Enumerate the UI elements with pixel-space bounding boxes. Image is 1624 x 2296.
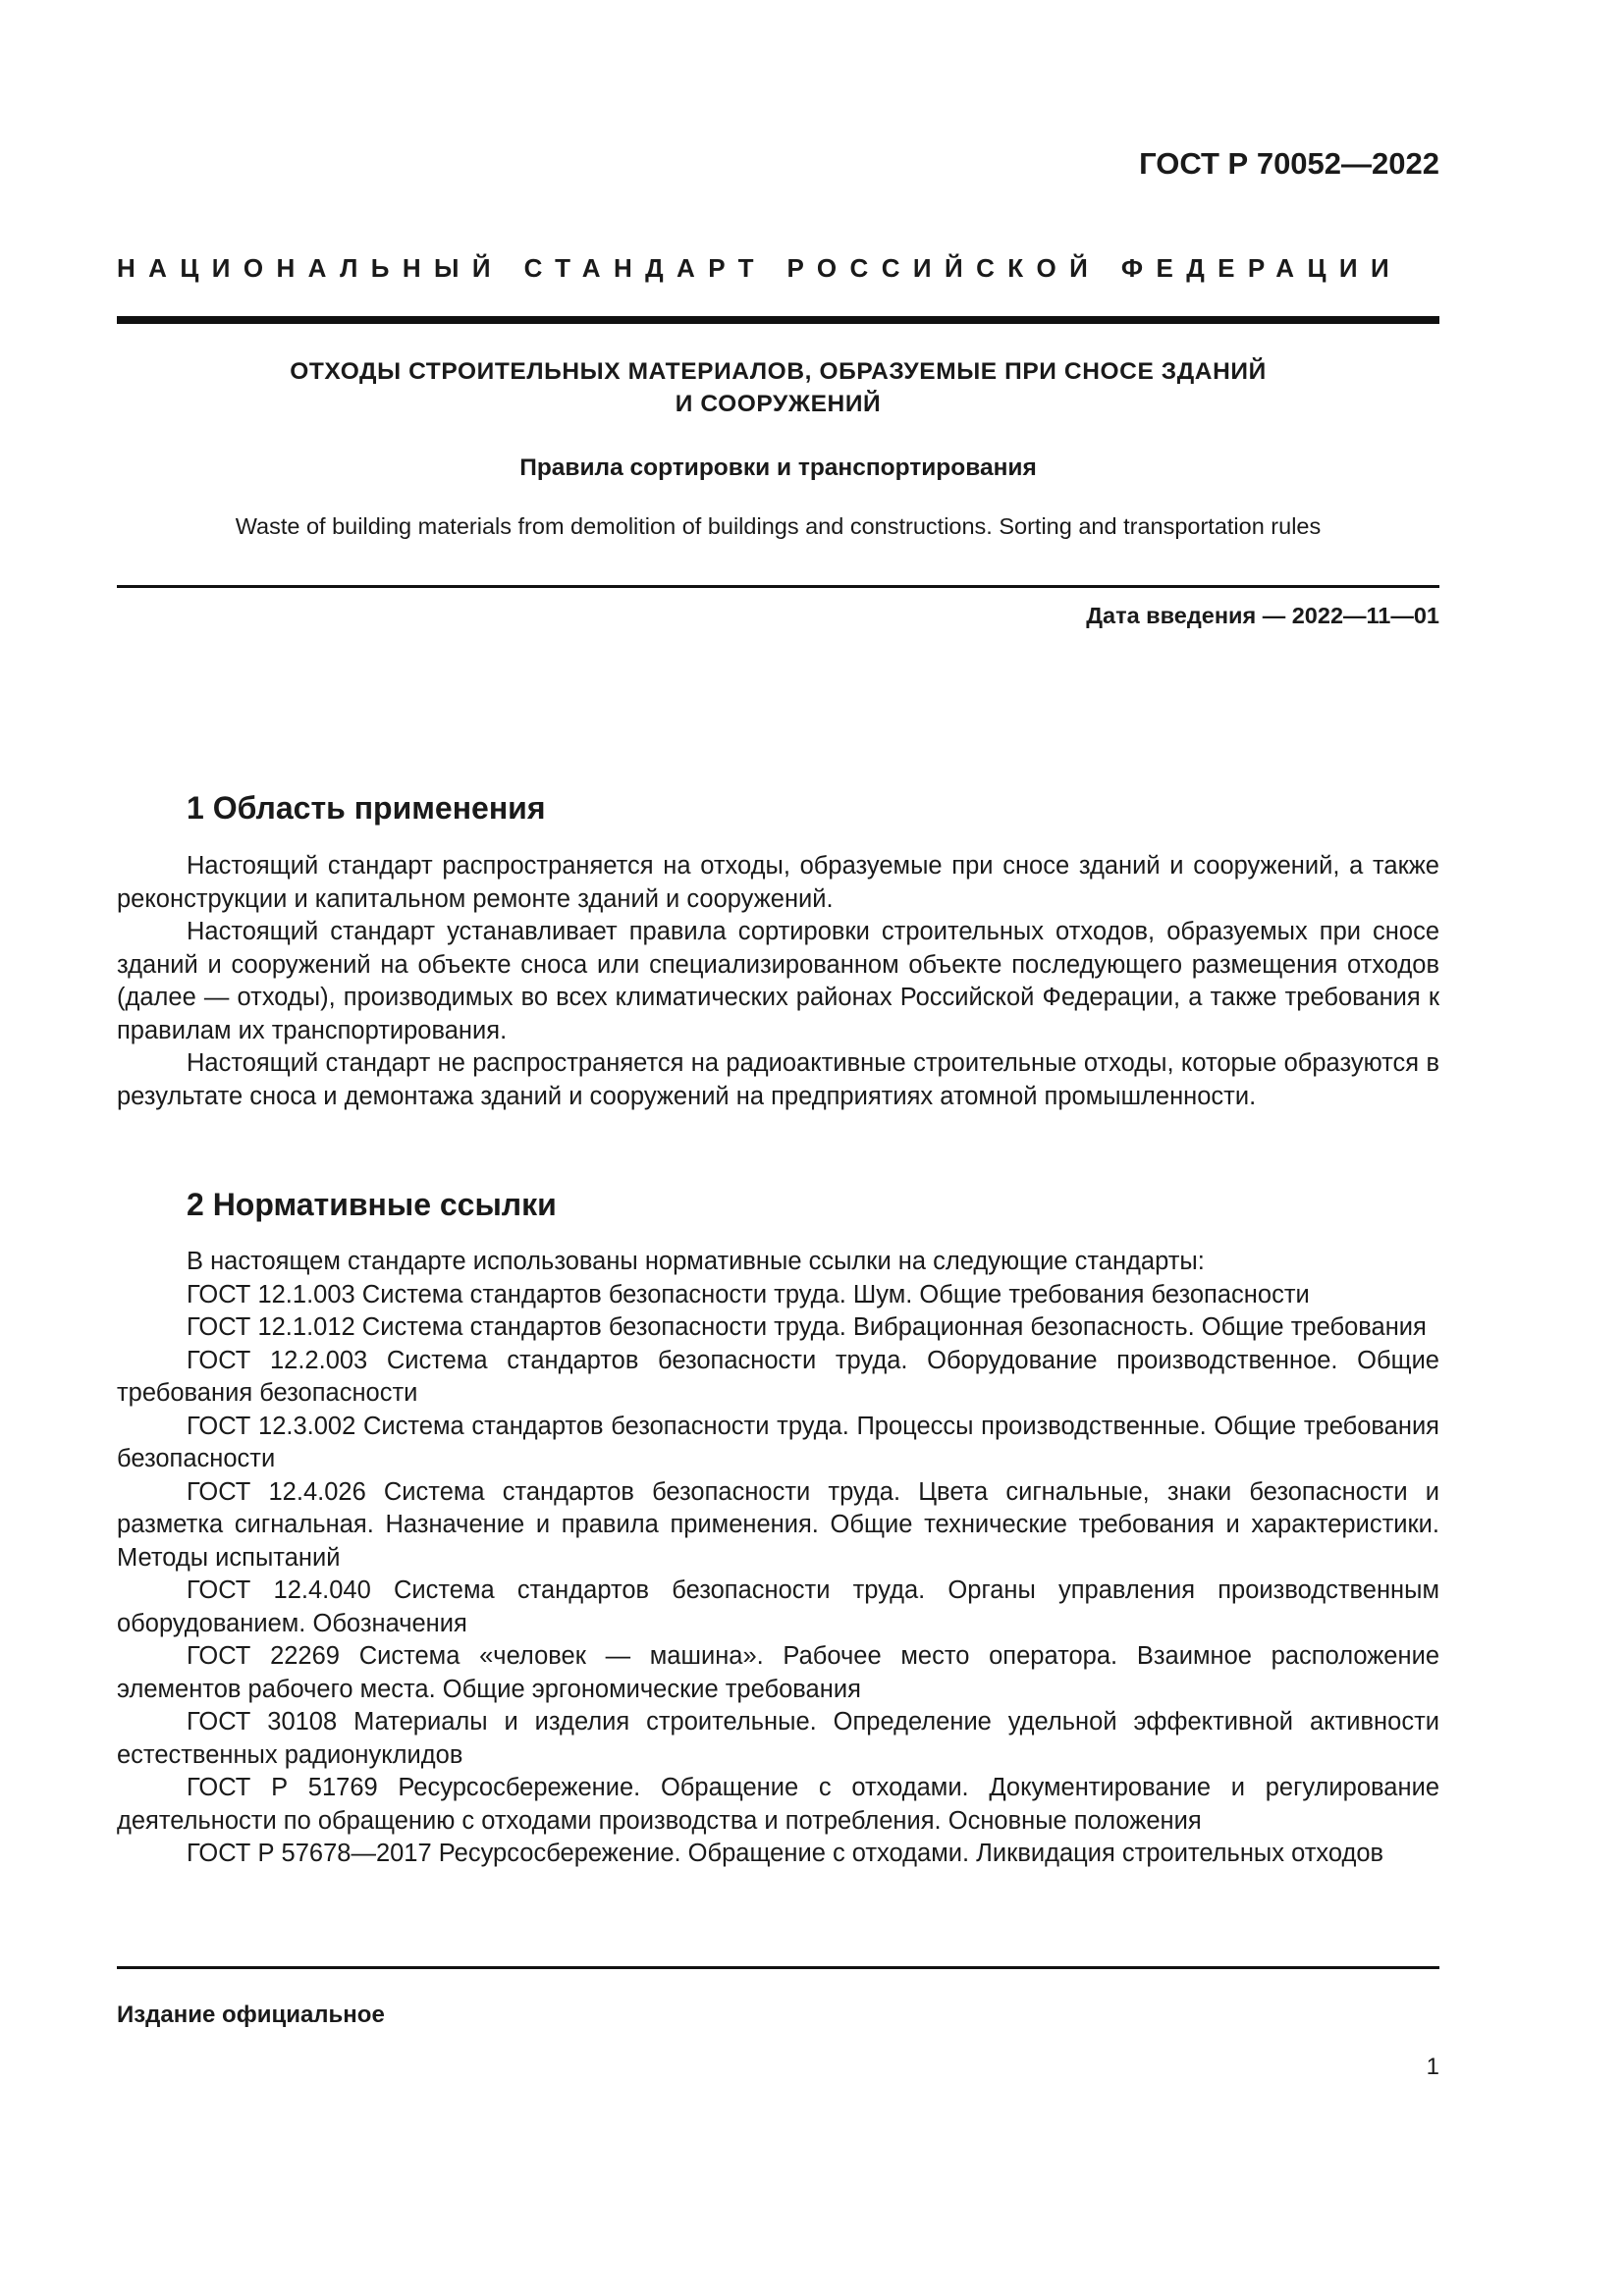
national-standard-label: НАЦИОНАЛЬНЫЙ СТАНДАРТ РОССИЙСКОЙ ФЕДЕРАЦИИ [117,253,1403,283]
introduction-date: Дата введения — 2022—11—01 [1086,603,1439,628]
reference-item: ГОСТ Р 51769 Ресурсосбережение. Обращение с отходами. Документирование и регулирование деятельности по обращению с отходами производства и потребления. Основные положения [117,1774,1439,1835]
reference-item: ГОСТ Р 57678—2017 Ресурсосбережение. Обращение с отходами. Ликвидация строительных отходов [187,1840,1384,1867]
reference-item: ГОСТ 12.2.003 Система стандартов безопасности труда. Оборудование производственное. Общие требования безопасности [117,1346,1439,1407]
document-title [117,355,1439,420]
paragraph: Настоящий стандарт распространяется на отходы, образуемые при сносе зданий и сооружений, а также реконструкции и капитальном ремонте зданий и сооружений. [117,852,1439,913]
document-subtitle: Правила сортировки и транспортирования [519,454,1037,481]
title-line-1: ОТХОДЫ СТРОИТЕЛЬНЫХ МАТЕРИАЛОВ, ОБРАЗУЕМЫЕ ПРИ СНОСЕ ЗДАНИЙ [290,358,1267,385]
reference-item: ГОСТ 12.4.040 Система стандартов безопасности труда. Органы управления производственным оборудованием. Обозначения [117,1576,1439,1637]
section-1-body [117,850,1439,1113]
reference-item: ГОСТ 12.4.026 Система стандартов безопасности труда. Цвета сигнальные, знаки безопасности и разметка сигнальная. Назначение и правила применения. Общие технические требования и характеристики. Методы испытаний [117,1477,1439,1572]
page-number: 1 [1426,2054,1439,2080]
gost-code: ГОСТ Р 70052—2022 [1139,146,1439,181]
reference-item: ГОСТ 30108 Материалы и изделия строительные. Определение удельной эффективной активности естественных радионуклидов [117,1708,1439,1769]
reference-item: ГОСТ 12.1.003 Система стандартов безопасности труда. Шум. Общие требования безопасности [187,1280,1310,1308]
paragraph: Настоящий стандарт устанавливает правила сортировки строительных отходов, образуемых при сносе зданий и сооружений на объекте сноса или специализированном объекте последующего размещения отходов (далее — отходы), производимых во всех климатических районах Российской Федерации, а также требования к правилам их транспортирования. [117,918,1439,1044]
section-1-heading: 1 Область применения [187,790,546,826]
paragraph: Настоящий стандарт не распространяется на радиоактивные строительные отходы, которые образуются в результате сноса и демонтажа зданий и сооружений на предприятиях атомной промышленности. [117,1049,1439,1110]
top-divider [117,316,1439,324]
english-title: Waste of building materials from demolition of buildings and constructions. Sorting and transportation rules [235,513,1322,539]
reference-item: В настоящем стандарте использованы нормативные ссылки на следующие стандарты: [187,1248,1205,1275]
title-divider [117,585,1439,588]
section-2-body [117,1246,1439,1871]
section-2-heading: 2 Нормативные ссылки [187,1187,557,1222]
reference-item: ГОСТ 12.3.002 Система стандартов безопасности труда. Процессы производственные. Общие требования безопасности [117,1412,1439,1472]
footer-divider [117,1966,1439,1969]
title-line-2: И СООРУЖЕНИЙ [675,391,882,417]
reference-item: ГОСТ 22269 Система «человек — машина». Рабочее место оператора. Взаимное расположение элементов рабочего места. Общие эргономические требования [117,1642,1439,1703]
reference-item: ГОСТ 12.1.012 Система стандартов безопасности труда. Вибрационная безопасность. Общие требования [187,1313,1427,1341]
official-edition-label: Издание официальное [117,2002,385,2028]
